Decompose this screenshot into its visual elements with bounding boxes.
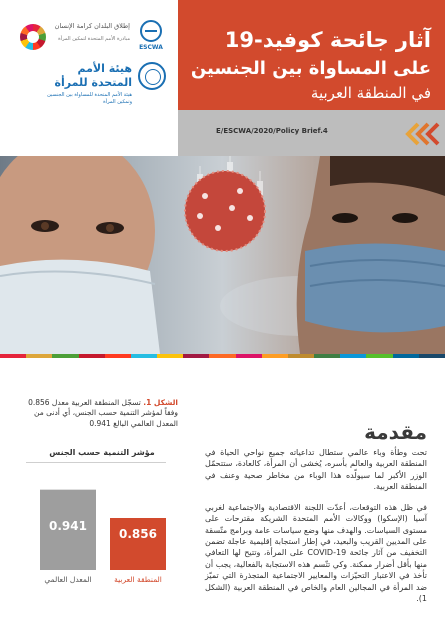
hub-title: إطلاق البلدان كرامة الإنسان <box>54 22 130 30</box>
intro-paragraph-1: تحت وطأة وباء عالمي ستطال تداعياته جميع نواحي الحياة في المنطقة العربية والعالم بأسره، يُخشى أن المرأة، كالعادة، ستتحمّل الوزر الأكبر لما سيولّده هذا الوباء من مخاطر صحية وعنف في المنطقة العربية. <box>205 448 427 492</box>
unwomen-subtitle: هيئة الأمم المتحدة للمساواة بين الجنسين وتمكين المرأة <box>47 92 132 105</box>
figure-caption-text: تسجّل المنطقة العربية معدل 0.856 وفقاً لمؤشر التنمية حسب الجنس، أي أدنى من المعدل العالمي البالغ 0.941 <box>28 398 178 428</box>
sdg-strip-segment <box>105 354 131 358</box>
document-code: E/ESCWA/2020/Policy Brief.4 <box>216 127 328 135</box>
bar-arab-region <box>110 518 166 570</box>
sdg-strip-segment <box>262 354 288 358</box>
sdg-strip-segment <box>236 354 262 358</box>
intro-paragraph-2: في ظل هذه التوقعات، أعدّت اللجنة الاقتصادية والاجتماعية لغربي آسيا (الإسكوا) ووكالات الأمم المتحدة الشريكة مقترحات على مستوى السياسات. والهدف منها وضع سياسات عامة وبرامج متّسقة على المديين القريب والبعيد، في إطار استجابة إقليمية عاجلة تضمن التخفيف من آثار جائحة COVID-19 على المرأة، وتتيح لها التعافي منها بأقل أضرار ممكنة. وكي تتّسم هذه الاستجابة بالفعالية، يجب أن تأخذ في الاعتبار التحيّزات والمعايير الاجتماعية المتجذرة التي تميّز ضد المرأة في المجالين العام والخاص في المنطقة العربية (الشكل 1). <box>205 503 427 603</box>
sdg-strip-segment <box>419 354 445 358</box>
title-line2: على المساواة بين الجنسين <box>190 58 431 79</box>
sdg-strip-segment <box>393 354 419 358</box>
sdg-strip-segment <box>183 354 209 358</box>
unwomen-logo <box>30 62 166 108</box>
sdg-strip-segment <box>314 354 340 358</box>
escwa-label: ESCWA <box>139 44 163 51</box>
hub-subtitle: مبادرة الأمم المتحدة لتمكين المرأة <box>58 36 130 42</box>
title-line1: آثار جائحة كوفيد-19 <box>224 28 431 52</box>
sdg-strip-segment <box>288 354 314 358</box>
category-label: المعدل العالمي <box>44 575 92 584</box>
sdg-strip-segment <box>157 354 183 358</box>
bar-value-label: 0.941 <box>49 518 87 533</box>
unwomen-title-line1: هيئة الأمم <box>77 62 132 75</box>
sdg-strip-segment <box>366 354 392 358</box>
subtitle-panel <box>178 110 445 156</box>
escwa-logo <box>136 20 166 51</box>
sdg-strip-segment <box>79 354 105 358</box>
sdg-strip-segment <box>131 354 157 358</box>
title-line3: في المنطقة العربية <box>310 84 431 102</box>
sdg-wheel-icon <box>20 24 46 50</box>
sdg-strip-segment <box>26 354 52 358</box>
figure-caption <box>20 398 178 429</box>
sdg-strip-segment <box>52 354 78 358</box>
chart-title: مؤشر التنمية حسب الجنس <box>49 448 155 457</box>
sdg-color-strip <box>0 354 445 358</box>
logo-area <box>0 0 178 156</box>
sdg-strip-segment <box>209 354 235 358</box>
cover-illustration <box>0 156 445 354</box>
gdi-bar-chart <box>12 440 192 590</box>
un-women-emblem-icon <box>138 62 166 90</box>
bar-value-label: 0.856 <box>119 527 157 541</box>
title-panel <box>178 0 445 110</box>
sdg-strip-segment <box>0 354 26 358</box>
sdg-strip-segment <box>340 354 366 358</box>
cover-photo <box>0 156 445 354</box>
unwomen-title-line2: المتحدة للمرأة <box>54 76 132 89</box>
category-label: المنطقة العربية <box>114 575 162 584</box>
figure-label: الشكل 1. <box>143 398 178 407</box>
chevron-arrows-icon <box>404 118 444 150</box>
partner-logos <box>14 20 166 64</box>
section-title: مقدمة <box>364 420 427 444</box>
cover-header <box>0 0 445 156</box>
un-emblem-icon <box>140 20 162 42</box>
